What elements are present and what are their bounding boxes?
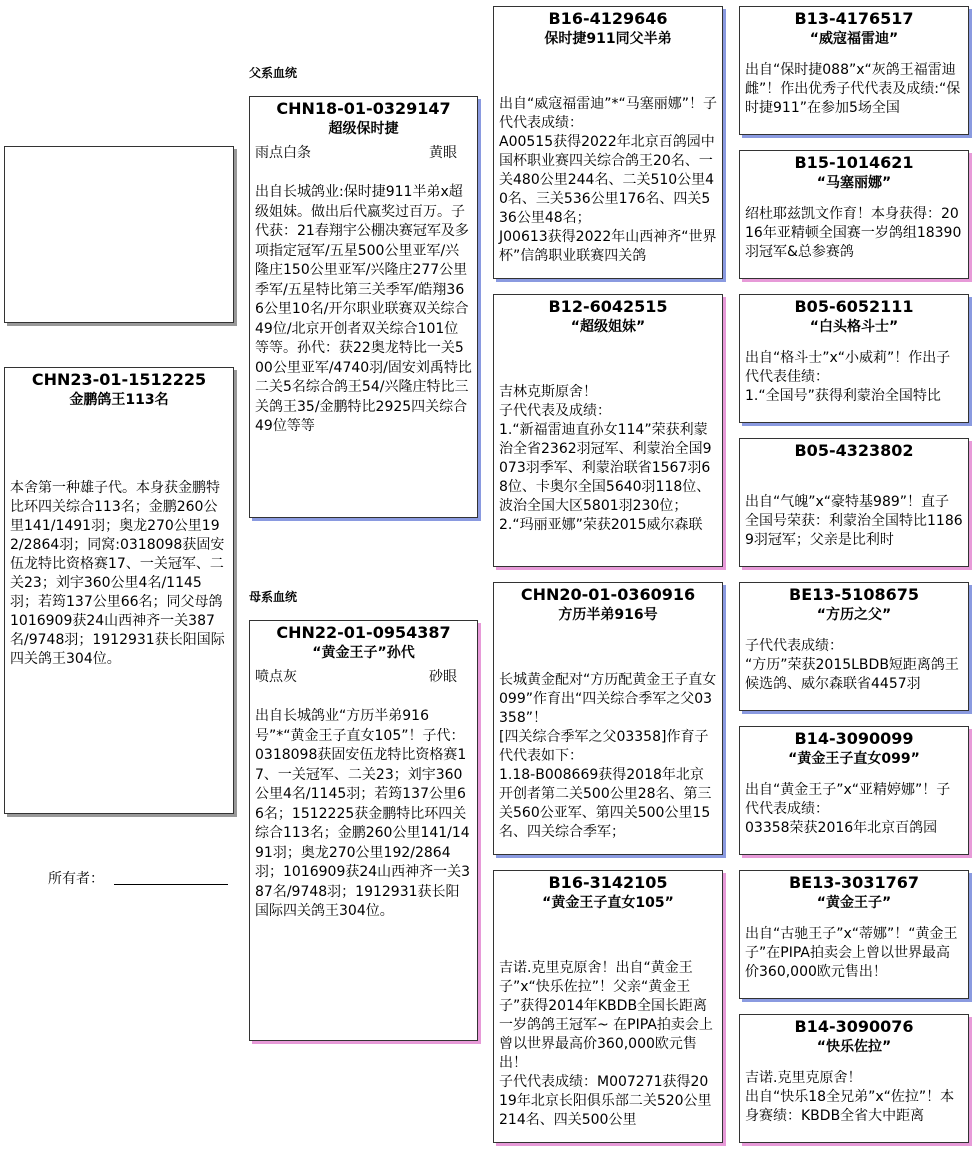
maternal-label: 母系血统 [249,590,298,604]
ggp-dsd-name: “黄金王子直女099” [788,751,920,767]
ggp-dsd-desc: 出自“黄金王子”x“亚精婷娜”！子代代表成绩： 03358荣获2016年北京百鸽园 [745,782,951,836]
subject-desc: 本舍第一种雄子代。本身获金鹏特比环四关综合113名；金鹏260公里141/1491羽；奥龙270公里192/2864羽；同窝:0318098获固安伍龙特比资格赛17、一关冠军、二关23；刘宇360公里4名/1145羽；若筠137公里66名；同父母鸽1016909获24山西神齐一关387名/9748羽；1912931获长阳国际四关鸽王304位。 [10,480,225,667]
ggp-sdd-name [740,461,968,481]
dam-ring: CHN22-01-0954387 [276,623,451,642]
gp-ss-desc: 出自“威寇福雷迪”*“马塞丽娜”！子代代表成绩： A00515获得2022年北京百鸽园中国杯职业赛四关综合鸽王20名、一关480公里244名、二关510公里40名、三关536公里176名、四关536公里48名； J00613获得2022年山西神齐“世界杯”信鸽职业联赛四关鸽 [499,96,718,264]
sire-color: 雨点白条 [255,145,311,161]
gp-ds-desc: 长城黄金配对“方历配黄金王子直女099”作育出“四关综合季军之父03358”！ [四关综合季军之父03358]作育子代代表如下： 1.18-B008669获得2018年北京开创者第二关500公里28名、第三关560公亚军、第四关500公里15名、四关综合季军； [499,672,717,840]
ggp-sdd-desc: 出自“气魄”x“豪特基989”！直子全国号荣获：利蒙治全国特比11869羽冠军；父亲是比利时 [745,494,963,548]
dam-color-row [250,667,477,687]
ggp-sss-ring: B13-4176517 [794,9,914,28]
ggp-dsd-card [739,726,969,855]
pigeon-photo-frame [4,146,234,323]
subject-card [4,367,234,814]
gp-sd-card [493,294,723,567]
dam-card [249,620,478,1041]
ggp-dsd-ring: B14-3090099 [794,729,914,748]
ggp-ddd-card [739,1014,969,1143]
ggp-sds-card [739,294,969,423]
gp-dd-name: “黄金王子直女105” [542,895,674,911]
ggp-sds-ring: B05-6052111 [794,297,914,316]
ggp-sds-name: “白头格斗士” [809,319,899,335]
paternal-label: 父系血统 [249,66,298,80]
ggp-dss-ring: BE13-5108675 [789,585,919,604]
sire-desc: 出自长城鸽业:保时捷911半弟x超级姐妹。做出后代嬴奖过百万。子代获：21春翔宇公棚决赛冠军及多项指定冠军/五星500公里亚军/兴隆庄150公里亚军/兴隆庄277公里季军/五星特比第三关季军/皓翔366公里10名/开尔职业联赛双关综合49位/北京开创者双关综合101位等等。孙代：获22奥龙特比一关500公里亚军/4740羽/固安刘禹特比二关5名综合鸽王54/兴隆庄特比三关鸽王35/金鹏特比2925四关综合49位等等 [255,184,472,434]
sire-eye: 黄眼 [429,145,457,161]
gp-dd-ring: B16-3142105 [548,873,668,892]
gp-ss-card [493,6,723,279]
sire-name: 超级保时捷 [328,121,399,137]
ggp-ssd-desc: 绍杜耶兹凯文作育！本身获得：2016年亚精顿全国赛一岁鸽组18390羽冠军&总参赛鸽 [745,206,962,260]
dam-color: 喷点灰 [255,669,297,685]
ggp-dss-card [739,582,969,711]
gp-ss-ring: B16-4129646 [548,9,668,28]
ggp-ssd-name: “马塞丽娜” [816,175,892,191]
ggp-ddd-desc: 吉诺.克里克原舍！ 出自“快乐18全兄弟”x“佐拉”！本身赛绩：KBDB全省大中距离 [745,1070,955,1124]
owner-label: 所有者： [48,871,104,887]
gp-ds-card [493,582,723,855]
gp-dd-card [493,870,723,1143]
gp-sd-ring: B12-6042515 [548,297,668,316]
ggp-ddd-ring: B14-3090076 [794,1017,914,1036]
ggp-sss-name: “威寇福雷迪” [809,31,899,47]
dam-name: “黄金王子”孙代 [312,645,415,661]
gp-dd-desc: 吉诺.克里克原舍！出自“黄金王子”x“快乐佐拉”！父亲“黄金王子”获得2014年KBDB全国长距离一岁鸽鸽王冠军~ 在PIPA拍卖会上曾以世界最高价360,000欧元售出！ 子代代表成绩：M007271获得2019年北京长阳俱乐部二关520公里214名、四关500公里 [499,960,713,1128]
ggp-dds-name: “黄金王子” [816,895,892,911]
ggp-sdd-card [739,438,969,567]
ggp-sss-card [739,6,969,135]
ggp-sds-desc: 出自“格斗士”x“小威莉”！作出子代代表佳绩： 1.“全国号”获得利蒙治全国特比 [745,350,951,404]
gp-sd-name: “超级姐妹” [570,319,646,335]
sire-ring: CHN18-01-0329147 [276,99,451,118]
ggp-dds-card [739,870,969,999]
sire-card [249,96,478,518]
dam-desc: 出自长城鸽业“方历半弟916号”*“黄金王子直女105”！子代：0318098获固安伍龙特比资格赛17、一关冠军、二关23；刘宇360公里4名/1145羽；若筠137公里66名；1512225获金鹏特比环四关综合113名；金鹏260公里141/1491羽；奥龙270公里192/2864羽；1016909获24山西神齐一关387名/9748羽；1912931获长阳国际四关鸽王304位。 [255,708,471,919]
ggp-dss-name: “方历之父” [816,607,892,623]
ggp-sdd-ring: B05-4323802 [794,441,914,460]
sire-color-row [250,143,477,163]
gp-ds-name: 方历半弟916号 [558,607,658,623]
ggp-dds-ring: BE13-3031767 [789,873,919,892]
subject-name: 金鹏鸽王113名 [69,392,169,408]
gp-ss-name: 保时捷911同父半弟 [544,31,672,47]
ggp-dss-desc: 子代代表成绩： “方历”荣获2015LBDB短距离鸽王候选鸽、威尔森联省4457羽 [745,638,959,692]
subject-ring: CHN23-01-1512225 [31,370,207,389]
gp-ds-ring: CHN20-01-0360916 [520,585,696,604]
dam-eye: 砂眼 [429,669,457,685]
ggp-dds-desc: 出自“古驰王子”x“蒂娜”！“黄金王子”在PIPA拍卖会上曾以世界最高价360,000欧元售出！ [745,926,958,980]
ggp-ssd-ring: B15-1014621 [794,153,914,172]
ggp-sss-desc: 出自“保时捷088”x“灰鸽王福雷迪雌”！作出优秀子代代表及成绩:“保时捷911”在参加5场全国 [745,62,961,116]
ggp-ddd-name: “快乐佐拉” [816,1039,892,1055]
ggp-ssd-card [739,150,969,279]
owner-line [114,884,228,885]
gp-sd-desc: 吉林克斯原舍！ 子代代表及成绩： 1.“新福雷迪直孙女114”荣获利蒙治全省2362羽冠军、利蒙治全国9073羽季军、利蒙治联省1567羽68位、卡奥尔全国5640羽118位、波治全国大区5801羽230位； 2.“玛丽亚娜”荣获2015威尔森联 [499,384,712,533]
